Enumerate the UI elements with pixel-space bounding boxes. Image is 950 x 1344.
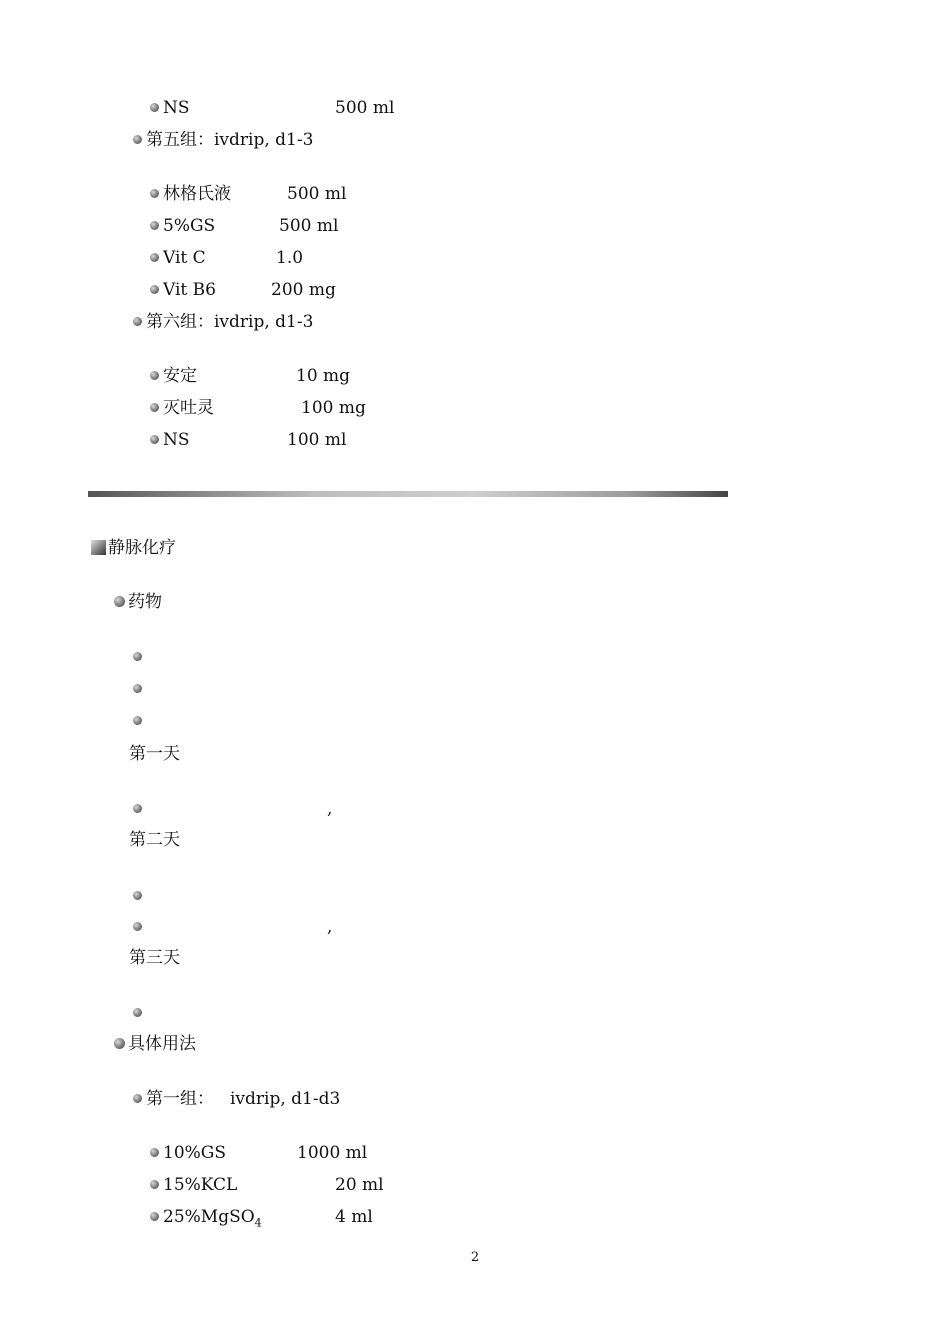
item-name: 安定 — [163, 366, 197, 386]
item-name: 15%KCL — [163, 1175, 238, 1195]
page-number: 2 — [470, 1250, 480, 1265]
bullet-icon — [133, 804, 142, 813]
list-item — [150, 1173, 384, 1197]
bullet-icon — [150, 253, 159, 262]
group-heading — [133, 128, 313, 152]
item-name: 25%MgSO — [163, 1207, 255, 1227]
list-item — [133, 709, 146, 733]
bullet-icon — [150, 1180, 159, 1189]
bullet-icon — [150, 1148, 159, 1157]
bullet-icon — [133, 652, 142, 661]
list-item — [150, 1141, 368, 1165]
item-dose: 10 mg — [296, 366, 351, 386]
day-label: 第二天 — [129, 830, 180, 850]
bullet-icon — [133, 684, 142, 693]
item-dose: 500 ml — [287, 184, 347, 204]
comma: , — [327, 799, 333, 819]
group-route: ivdrip, d1-d3 — [230, 1089, 341, 1109]
list-item — [133, 915, 146, 939]
item-name: 10%GS — [163, 1143, 227, 1163]
item-name: Vit B6 — [163, 280, 216, 300]
bullet-icon — [150, 403, 159, 412]
item-name: NS — [163, 98, 190, 118]
bullet-icon — [133, 1094, 142, 1103]
list-item — [133, 677, 146, 701]
drugs-heading: 药物 — [128, 592, 162, 612]
item-name: 林格氏液 — [163, 184, 231, 204]
section-heading — [91, 536, 176, 560]
list-item — [133, 797, 146, 821]
bullet-icon — [150, 103, 159, 112]
group-title: 第六组：ivdrip, d1-3 — [146, 312, 314, 332]
group-title: 第一组： — [146, 1089, 214, 1109]
bullet-icon — [133, 317, 142, 326]
list-item — [133, 645, 146, 669]
item-dose: 20 ml — [335, 1175, 384, 1195]
day-label: 第一天 — [129, 744, 180, 764]
bullet-icon — [150, 221, 159, 230]
item-dose: 200 mg — [271, 280, 336, 300]
bullet-icon — [150, 371, 159, 380]
list-item — [150, 364, 351, 388]
bullet-icon — [114, 596, 125, 607]
list-item — [150, 246, 304, 270]
list-item — [150, 1205, 373, 1230]
bullet-icon — [133, 1008, 142, 1017]
bullet-icon — [114, 1038, 125, 1049]
square-bullet-icon — [91, 540, 106, 555]
item-subscript: 4 — [254, 1216, 262, 1230]
bullet-icon — [150, 189, 159, 198]
list-item — [150, 182, 347, 206]
subsection-heading — [114, 590, 162, 614]
list-item — [150, 214, 339, 238]
usage-heading: 具体用法 — [128, 1034, 196, 1054]
list-item — [150, 428, 347, 452]
item-dose: 1.0 — [276, 248, 304, 268]
bullet-icon — [133, 135, 142, 144]
group-heading — [133, 1087, 341, 1111]
list-item — [150, 396, 366, 420]
item-dose: 500 ml — [335, 98, 395, 118]
item-name: Vit C — [163, 248, 206, 268]
list-item — [150, 96, 395, 120]
item-name: 灭吐灵 — [163, 398, 214, 418]
bullet-icon — [150, 1212, 159, 1221]
bullet-icon — [150, 435, 159, 444]
group-title: 第五组：ivdrip, d1-3 — [146, 130, 314, 150]
item-dose: 4 ml — [335, 1207, 373, 1227]
comma: , — [327, 917, 333, 937]
item-dose: 500 ml — [279, 216, 339, 236]
section-title: 静脉化疗 — [108, 538, 176, 558]
item-dose: 1000 ml — [297, 1143, 368, 1163]
subsection-heading — [114, 1032, 196, 1056]
item-dose: 100 mg — [301, 398, 366, 418]
bullet-icon — [133, 922, 142, 931]
section-divider — [88, 491, 728, 497]
list-item — [150, 278, 336, 302]
list-item — [133, 884, 146, 908]
bullet-icon — [133, 716, 142, 725]
item-name: NS — [163, 430, 190, 450]
item-name: 5%GS — [163, 216, 216, 236]
bullet-icon — [133, 891, 142, 900]
bullet-icon — [150, 285, 159, 294]
day-label: 第三天 — [129, 948, 180, 968]
list-item — [133, 1001, 146, 1025]
group-heading — [133, 310, 313, 334]
item-dose: 100 ml — [287, 430, 347, 450]
